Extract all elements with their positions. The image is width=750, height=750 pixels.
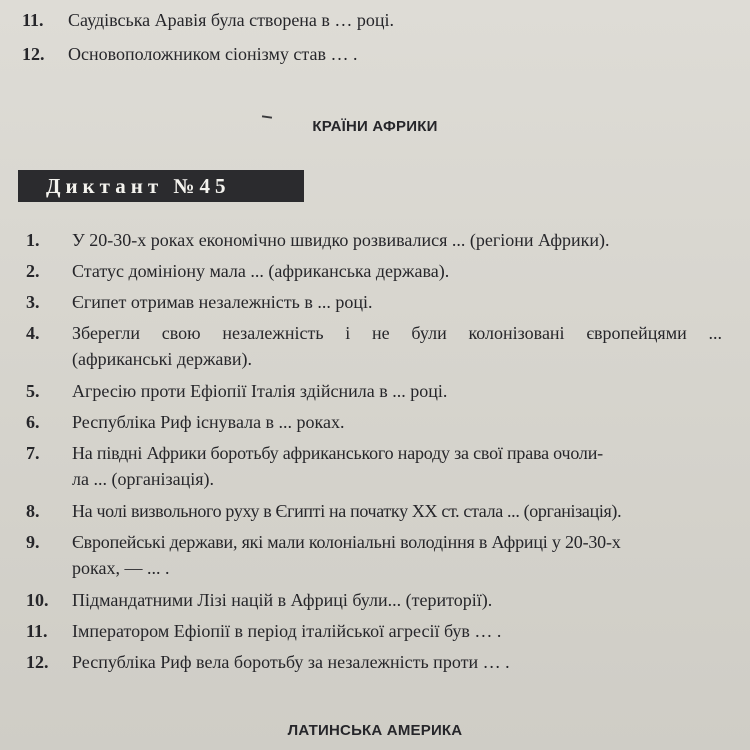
dictation-banner: Диктант №45 — [18, 170, 304, 202]
question-text-line-1: На півдні Африки боротьбу африканського народу за свої права очоли- — [72, 443, 603, 463]
question-text: Статус домініону мала ... (африканська держава). — [72, 261, 450, 281]
question-number: 1. — [26, 230, 40, 250]
question-number: 4. — [26, 323, 40, 343]
question-number: 9. — [26, 532, 40, 552]
question-number: 11. — [26, 621, 48, 641]
question-text-line-2: роках, — ... . — [72, 558, 170, 578]
question-number: 12. — [22, 44, 45, 64]
question-text: У 20-30-х роках економічно швидко розвивалися ... (регіони Африки). — [72, 230, 610, 250]
question-number: 2. — [26, 261, 40, 281]
question-number: 10. — [26, 590, 49, 610]
question-number: 8. — [26, 501, 40, 521]
question-text: Підмандатними Лізі націй в Африці були... (території). — [72, 590, 493, 610]
question-text: Республіка Риф існувала в ... роках. — [72, 412, 345, 432]
question-number: 5. — [26, 381, 40, 401]
question-number: 12. — [26, 652, 49, 672]
question-number: 6. — [26, 412, 40, 432]
question-text: Єгипет отримав незалежність в ... році. — [72, 292, 373, 312]
question-text-line-1: Європейські держави, які мали колоніальні володіння в Африці у 20-30-х — [72, 532, 621, 552]
question-text: На чолі визвольного руху в Єгипті на початку XX ст. стала ... (організація). — [72, 501, 622, 521]
question-text: Республіка Риф вела боротьбу за незалежність проти … . — [72, 652, 510, 672]
question-text: Саудівська Аравія була створена в … році. — [68, 10, 395, 30]
question-number: 11. — [22, 10, 44, 30]
question-text: Основоположником сіонізму став … . — [68, 44, 358, 64]
question-number: 7. — [26, 443, 40, 463]
question-number: 3. — [26, 292, 40, 312]
section-heading-africa: КРАЇНИ АФРИКИ — [312, 118, 438, 135]
question-text-line-2: (африканські держави). — [72, 349, 253, 369]
question-text-line-2: ла ... (організація). — [72, 469, 214, 489]
question-text: Агресію проти Ефіопії Італія здійснила в ... році. — [72, 381, 448, 401]
section-heading-latin-america: ЛАТИНСЬКА АМЕРИКА — [287, 722, 463, 739]
question-text: Імператором Ефіопії в період італійської агресії був … . — [72, 621, 502, 641]
question-text-line-1: Зберегли свою незалежність і не були колонізовані європейцями ... — [72, 323, 722, 343]
